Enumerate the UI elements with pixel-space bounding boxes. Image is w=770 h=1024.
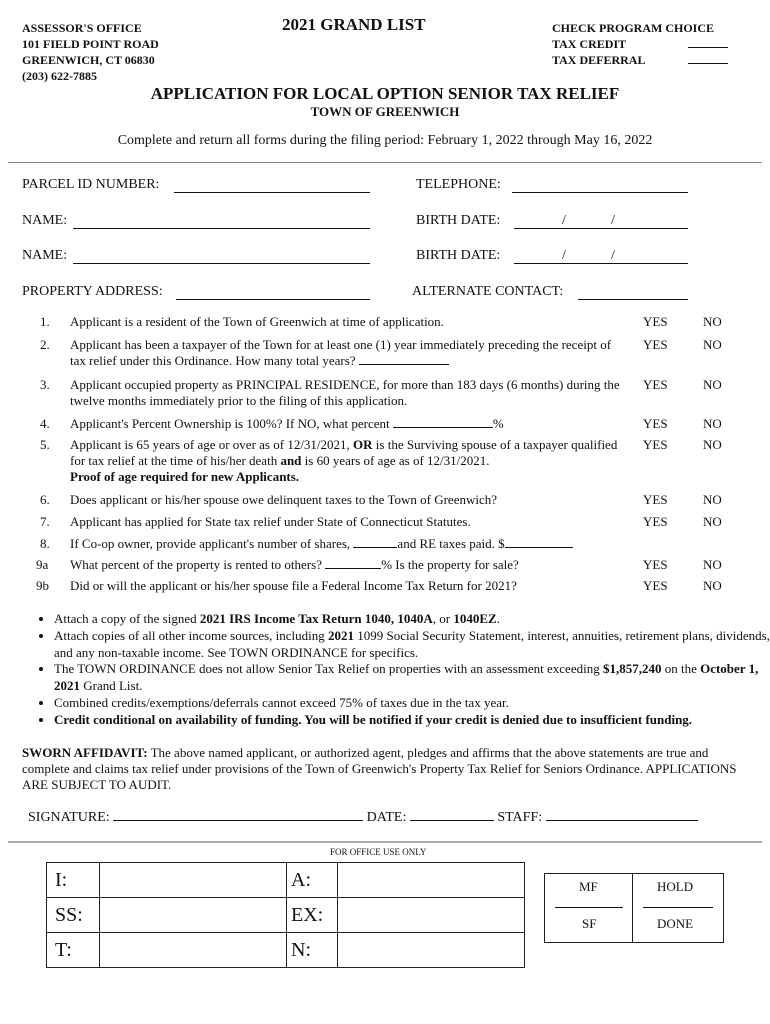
mf-blank[interactable]	[555, 907, 623, 908]
shares-blank[interactable]	[353, 537, 397, 548]
property-address-label: PROPERTY ADDRESS:	[22, 284, 163, 299]
grand-list-heading: 2021 GRAND LIST	[282, 15, 426, 34]
question-text: What percent of the property is rented to others? % Is the property for sale?	[70, 557, 519, 572]
status-box	[544, 873, 724, 943]
parcel-id-label: PARCEL ID NUMBER:	[22, 177, 160, 192]
question-number: 8.	[40, 536, 50, 551]
status-box-divider	[632, 873, 633, 943]
date-label: DATE:	[366, 810, 407, 825]
signature-row	[28, 810, 698, 826]
staff-field[interactable]	[546, 810, 698, 821]
telephone-label: TELEPHONE:	[416, 177, 501, 192]
question-number: 5.	[40, 437, 50, 452]
office-ex-cell[interactable]	[338, 898, 525, 933]
question-number: 6.	[40, 492, 50, 507]
birth2-label: BIRTH DATE:	[416, 248, 501, 263]
question-text: Applicant is a resident of the Town of Greenwich at time of application.	[70, 314, 444, 329]
question-text: Does applicant or his/her spouse owe delinquent taxes to the Town of Greenwich?	[70, 492, 498, 507]
yes-option[interactable]: YES	[643, 437, 668, 452]
date-field[interactable]	[410, 810, 494, 821]
office-ex-label: EX:	[287, 898, 338, 933]
no-option[interactable]: NO	[703, 337, 722, 352]
tax-credit-label: TAX CREDIT	[552, 37, 627, 51]
office-i-label: I:	[47, 863, 100, 898]
name2-label: NAME:	[22, 248, 68, 263]
filing-instructions: Complete and return all forms during the filing period: February 1, 2022 through May 16, 2022	[117, 133, 653, 148]
office-use-label: FOR OFFICE USE ONLY	[330, 847, 427, 857]
office-ss-cell[interactable]	[100, 898, 287, 933]
sworn-affidavit: SWORN AFFIDAVIT: The above named applicant, or authorized agent, pledges and affirms that the above statements are true and complete and claims tax relief under provisions of the Town of Greenwich's Property Tax Relief for Seniors Ordinance. APPLICATIONS ARE SUBJECT TO AUDIT.	[22, 745, 737, 792]
question-number: 2.	[40, 337, 50, 352]
percent-rented-blank[interactable]	[325, 558, 381, 569]
question-text: Did or will the applicant or his/her spouse file a Federal Income Tax Return for 2021?	[70, 578, 517, 593]
total-years-blank[interactable]	[359, 354, 449, 365]
list-item: • Attach a copy of the signed 2021 IRS Income Tax Return 1040, 1040A, or 1040EZ.	[54, 611, 770, 628]
no-option[interactable]: NO	[703, 416, 722, 431]
percent-ownership-blank[interactable]	[393, 417, 493, 428]
hold-blank[interactable]	[643, 907, 713, 908]
signature-label: SIGNATURE:	[28, 810, 110, 825]
mf-label: MF	[579, 879, 598, 894]
office-ss-label: SS:	[47, 898, 100, 933]
no-option[interactable]: NO	[703, 437, 722, 452]
program-choice-label: CHECK PROGRAM CHOICE	[552, 21, 714, 35]
question-text: Applicant has been a taxpayer of the Town for at least one (1) year immediately preceding the receipt of tax relief under this Ordinance. How many total years?	[70, 337, 612, 368]
birth2-slash-1: /	[562, 248, 566, 263]
birth2-field[interactable]	[514, 263, 688, 264]
staff-label: STAFF:	[497, 810, 543, 825]
form-subtitle: TOWN OF GREENWICH	[310, 104, 460, 119]
name1-field[interactable]	[73, 228, 370, 229]
office-t-cell[interactable]	[100, 933, 287, 968]
office-street: 101 FIELD POINT ROAD	[22, 37, 159, 51]
no-option[interactable]: NO	[703, 578, 722, 593]
list-item: • The TOWN ORDINANCE does not allow Senior Tax Relief on properties with an assessment exceeding $1,857,240 on the October 1, 2021 Grand List.	[54, 661, 770, 695]
office-a-label: A:	[287, 863, 338, 898]
office-use-table	[46, 862, 525, 968]
question-number: 9b	[36, 578, 49, 593]
parcel-id-field[interactable]	[174, 192, 370, 193]
proof-of-age-note: Proof of age required for new Applicants.	[70, 469, 300, 484]
form-title: APPLICATION FOR LOCAL OPTION SENIOR TAX RELIEF	[150, 84, 620, 103]
question-text: Applicant is 65 years of age or over as of 12/31/2021, OR is the Surviving spouse of a taxpayer qualified for tax relief at the time of his/her death and is 60 years of age as of 12/31/2021. Proof of age required for new Applicants.	[70, 437, 618, 484]
question-number: 3.	[40, 377, 50, 392]
sf-label: SF	[582, 916, 597, 931]
birth1-slash-2: /	[611, 213, 615, 228]
re-taxes-blank[interactable]	[505, 537, 573, 548]
question-number: 1.	[40, 314, 50, 329]
yes-option[interactable]: YES	[643, 514, 668, 529]
list-item: • Combined credits/exemptions/deferrals cannot exceed 75% of taxes due in the tax year.	[54, 695, 770, 712]
birth1-slash-1: /	[562, 213, 566, 228]
divider	[8, 162, 762, 163]
question-text: Applicant's Percent Ownership is 100%? If NO, what percent %	[70, 416, 504, 431]
yes-option[interactable]: YES	[643, 557, 668, 572]
no-option[interactable]: NO	[703, 377, 722, 392]
list-item: • Attach copies of all other income sources, including 2021 1099 Social Security Statement, interest, annuities, retirement plans, dividends, and any non-taxable income. See TOWN ORDINANCE for specifics.	[54, 628, 770, 662]
office-n-label: N:	[287, 933, 338, 968]
no-option[interactable]: NO	[703, 557, 722, 572]
name2-field[interactable]	[73, 263, 370, 264]
telephone-field[interactable]	[512, 192, 688, 193]
yes-option[interactable]: YES	[643, 337, 668, 352]
no-option[interactable]: NO	[703, 514, 722, 529]
office-n-cell[interactable]	[338, 933, 525, 968]
office-city: GREENWICH, CT 06830	[22, 53, 155, 67]
name1-label: NAME:	[22, 213, 68, 228]
birth2-slash-2: /	[611, 248, 615, 263]
question-text: Applicant occupied property as PRINCIPAL RESIDENCE, for more than 183 days (6 months) during the twelve months immediately prior to the filing of this application.	[70, 377, 620, 408]
question-text: Applicant has applied for State tax relief under State of Connecticut Statutes.	[70, 514, 471, 529]
requirements-list	[32, 611, 770, 729]
property-address-field[interactable]	[176, 299, 370, 300]
assessor-office-block	[22, 20, 159, 84]
question-number: 7.	[40, 514, 50, 529]
tax-deferral-blank[interactable]	[688, 63, 728, 64]
question-text: If Co-op owner, provide applicant's number of shares, and RE taxes paid. $	[70, 536, 630, 552]
yes-option[interactable]: YES	[643, 377, 668, 392]
office-a-cell[interactable]	[338, 863, 525, 898]
yes-option[interactable]: YES	[643, 416, 668, 431]
office-name: ASSESSOR'S OFFICE	[22, 21, 142, 35]
program-choice-block	[552, 20, 714, 68]
question-number: 4.	[40, 416, 50, 431]
yes-option[interactable]: YES	[643, 578, 668, 593]
list-item: • Credit conditional on availability of funding. You will be notified if your credit is denied due to insufficient funding.	[54, 712, 770, 729]
done-label: DONE	[657, 916, 694, 931]
no-option[interactable]: NO	[703, 314, 722, 329]
question-number: 9a	[36, 557, 49, 572]
office-phone: (203) 622-7885	[22, 69, 97, 83]
yes-option[interactable]: YES	[643, 492, 668, 507]
hold-label: HOLD	[657, 879, 694, 894]
alternate-contact-field[interactable]	[578, 299, 688, 300]
yes-option[interactable]: YES	[643, 314, 668, 329]
divider	[8, 841, 762, 843]
alternate-contact-label: ALTERNATE CONTACT:	[412, 284, 564, 299]
no-option[interactable]: NO	[703, 492, 722, 507]
birth1-field[interactable]	[514, 228, 688, 229]
office-i-cell[interactable]	[100, 863, 287, 898]
signature-field[interactable]	[113, 810, 363, 821]
tax-credit-blank[interactable]	[688, 47, 728, 48]
office-t-label: T:	[47, 933, 100, 968]
tax-deferral-label: TAX DEFERRAL	[552, 53, 646, 67]
birth1-label: BIRTH DATE:	[416, 213, 501, 228]
